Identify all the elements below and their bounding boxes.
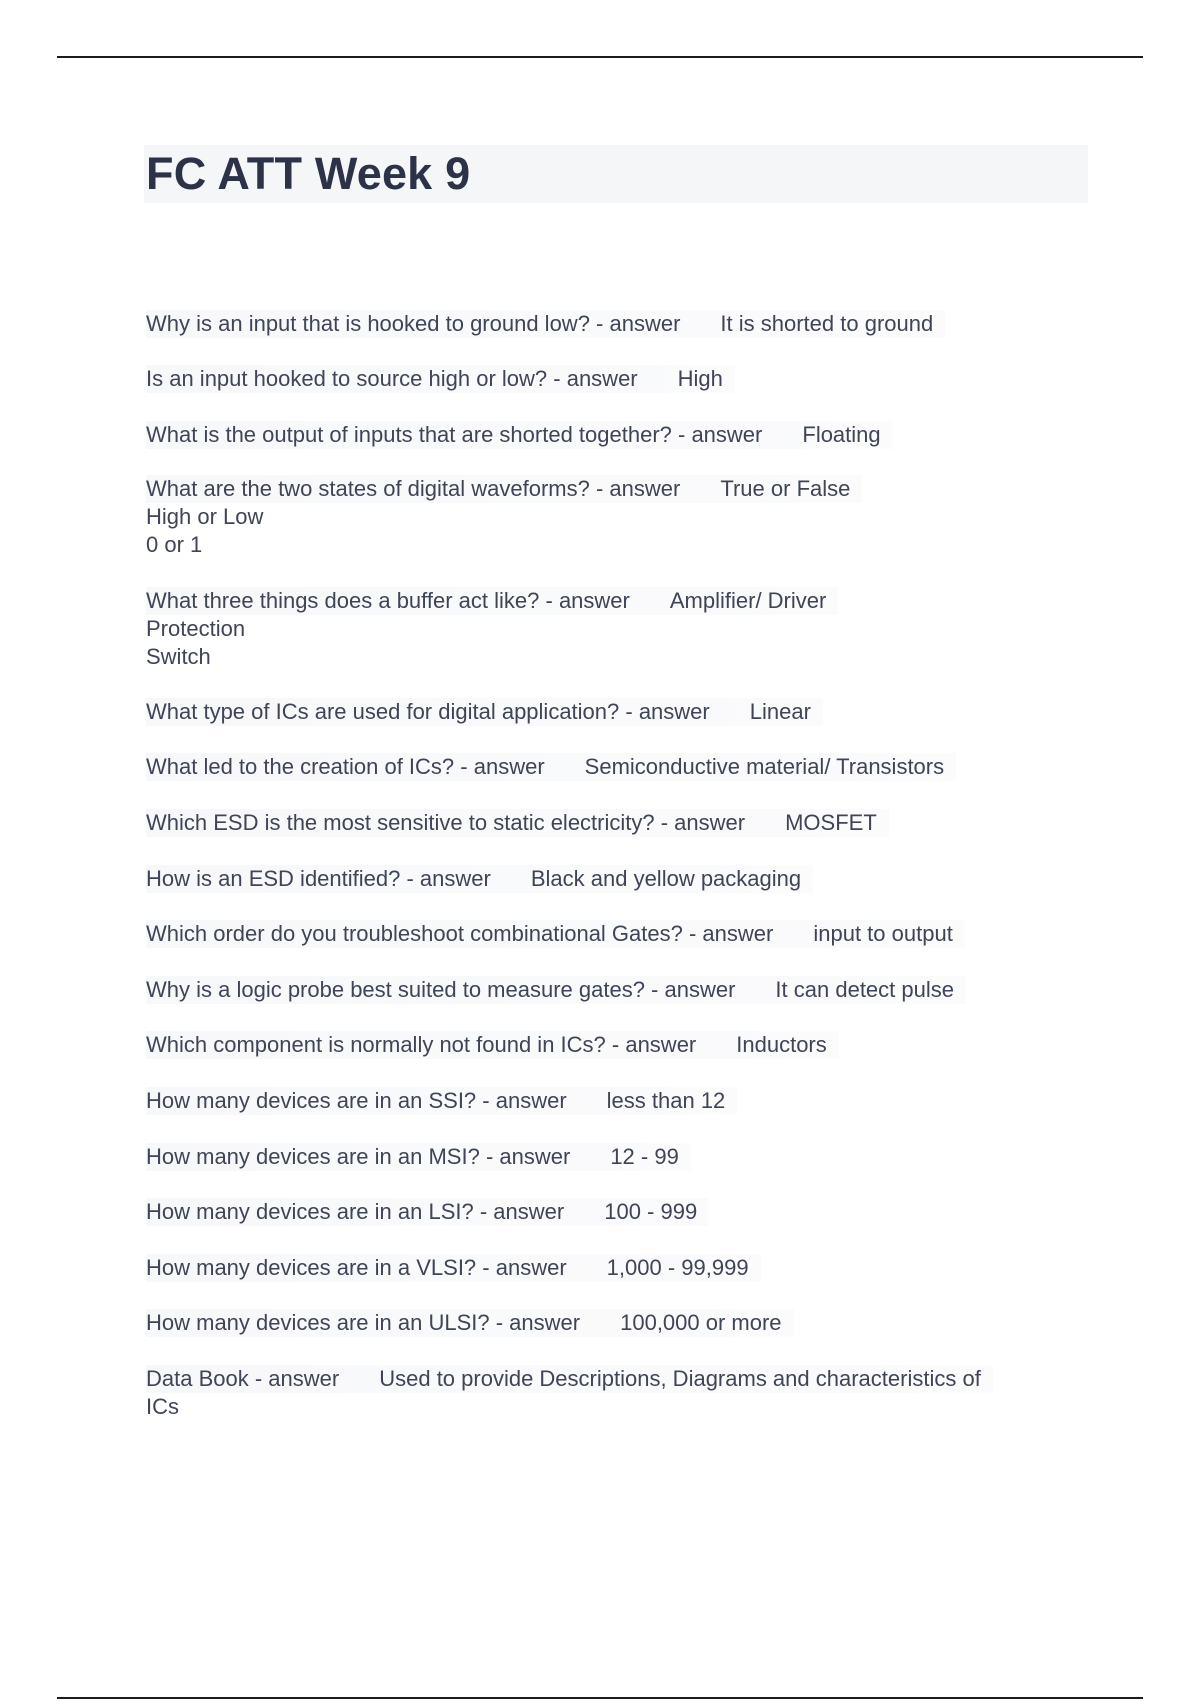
answer-continuation: Protection xyxy=(146,616,246,641)
answer-label: - answer xyxy=(473,1199,565,1224)
question-text: What three things does a buffer act like? xyxy=(146,588,540,613)
answer-label: - answer xyxy=(454,754,545,779)
bottom-rule xyxy=(57,1697,1143,1699)
question-text: How many devices are in an MSI? xyxy=(146,1144,480,1169)
question-text: Is an input hooked to source high or low? xyxy=(146,366,548,391)
answer-label: - answer xyxy=(489,1310,581,1335)
question-text: How many devices are in an SSI? xyxy=(146,1088,477,1113)
answer-label: - answer xyxy=(476,1088,567,1113)
answer-label: - answer xyxy=(589,476,681,501)
qa-item xyxy=(146,587,838,671)
question-text: What are the two states of digital waveforms? xyxy=(146,476,590,501)
answer-text: Semiconductive material/ Transistors xyxy=(584,754,945,779)
answer-continuation: Switch xyxy=(146,644,211,669)
answer-text: It can detect pulse xyxy=(775,977,954,1002)
qa-item xyxy=(146,1254,761,1282)
answer-label: - answer xyxy=(654,810,746,835)
question-text: What led to the creation of ICs? xyxy=(146,754,455,779)
qa-item xyxy=(146,310,945,338)
question-text: Why is an input that is hooked to ground low? xyxy=(146,311,590,336)
qa-line xyxy=(146,1087,737,1115)
qa-line xyxy=(146,1198,709,1226)
answer-label: - answer xyxy=(400,866,491,891)
answer-text: 100 - 999 xyxy=(604,1199,698,1224)
question-text: Why is a logic probe best suited to measure gates? xyxy=(146,977,645,1002)
qa-line xyxy=(146,920,965,948)
qa-line xyxy=(146,698,823,726)
question-text: Which order do you troubleshoot combinational Gates? xyxy=(146,921,683,946)
qa-item xyxy=(146,698,823,726)
qa-item xyxy=(146,753,956,781)
answer-text: True or False xyxy=(720,476,851,501)
answer-label: - answer xyxy=(682,921,774,946)
qa-item xyxy=(146,865,813,893)
answer-text: Amplifier/ Driver xyxy=(669,588,827,613)
qa-line xyxy=(146,587,838,615)
answer-text: Linear xyxy=(749,699,811,724)
answer-text: It is shorted to ground xyxy=(720,311,934,336)
answer-continuation: High or Low xyxy=(146,504,264,529)
answer-text: input to output xyxy=(813,921,953,946)
answer-continuation: ICs xyxy=(146,1394,179,1419)
qa-item xyxy=(146,976,966,1004)
qa-item xyxy=(146,365,735,393)
page-title: FC ATT Week 9 xyxy=(146,148,471,199)
question-text: How is an ESD identified? xyxy=(146,866,401,891)
qa-line xyxy=(146,365,735,393)
answer-label: - answer xyxy=(476,1255,567,1280)
answer-text: 1,000 - 99,999 xyxy=(606,1255,749,1280)
answer-label: - answer xyxy=(539,588,630,613)
question-text: Data Book xyxy=(146,1366,249,1391)
qa-item xyxy=(146,1198,709,1226)
qa-line xyxy=(146,1143,691,1171)
qa-item xyxy=(146,1143,691,1171)
answer-text: High xyxy=(677,366,723,391)
question-text: Which ESD is the most sensitive to static electricity? xyxy=(146,810,655,835)
qa-line xyxy=(146,976,966,1004)
question-text: How many devices are in a VLSI? xyxy=(146,1255,477,1280)
qa-line xyxy=(146,310,945,338)
answer-text: 100,000 or more xyxy=(620,1310,782,1335)
qa-line xyxy=(146,1365,993,1393)
qa-line xyxy=(146,1254,761,1282)
answer-continuation: 0 or 1 xyxy=(146,532,203,557)
qa-item xyxy=(146,1031,839,1059)
top-rule xyxy=(57,56,1143,58)
question-text: Which component is normally not found in ICs? xyxy=(146,1032,606,1057)
qa-item xyxy=(146,809,889,837)
qa-item xyxy=(146,1087,737,1115)
qa-line xyxy=(146,421,893,449)
qa-item xyxy=(146,475,862,559)
qa-item xyxy=(146,1365,993,1421)
answer-label: - answer xyxy=(589,311,681,336)
answer-label: - answer xyxy=(479,1144,571,1169)
qa-item xyxy=(146,920,965,948)
question-text: What is the output of inputs that are shorted together? xyxy=(146,422,672,447)
qa-line xyxy=(146,475,862,503)
qa-line xyxy=(146,1031,839,1059)
qa-item xyxy=(146,421,893,449)
qa-line xyxy=(146,753,956,781)
answer-text: 12 - 99 xyxy=(610,1144,679,1169)
answer-label: - answer xyxy=(547,366,638,391)
answer-text: less than 12 xyxy=(606,1088,726,1113)
qa-line xyxy=(146,1309,794,1337)
question-text: How many devices are in an LSI? xyxy=(146,1199,474,1224)
question-text: What type of ICs are used for digital application? xyxy=(146,699,620,724)
qa-line xyxy=(146,865,813,893)
answer-label: - answer xyxy=(644,977,736,1002)
qa-line xyxy=(146,809,889,837)
answer-text: Floating xyxy=(802,422,881,447)
answer-label: - answer xyxy=(605,1032,697,1057)
answer-label: - answer xyxy=(619,699,710,724)
answer-label: - answer xyxy=(248,1366,340,1391)
question-text: How many devices are in an ULSI? xyxy=(146,1310,490,1335)
answer-text: Black and yellow packaging xyxy=(530,866,802,891)
answer-text: Used to provide Descriptions, Diagrams and characteristics of xyxy=(379,1366,981,1391)
answer-label: - answer xyxy=(671,422,763,447)
qa-item xyxy=(146,1309,794,1337)
answer-text: Inductors xyxy=(736,1032,827,1057)
answer-text: MOSFET xyxy=(785,810,877,835)
